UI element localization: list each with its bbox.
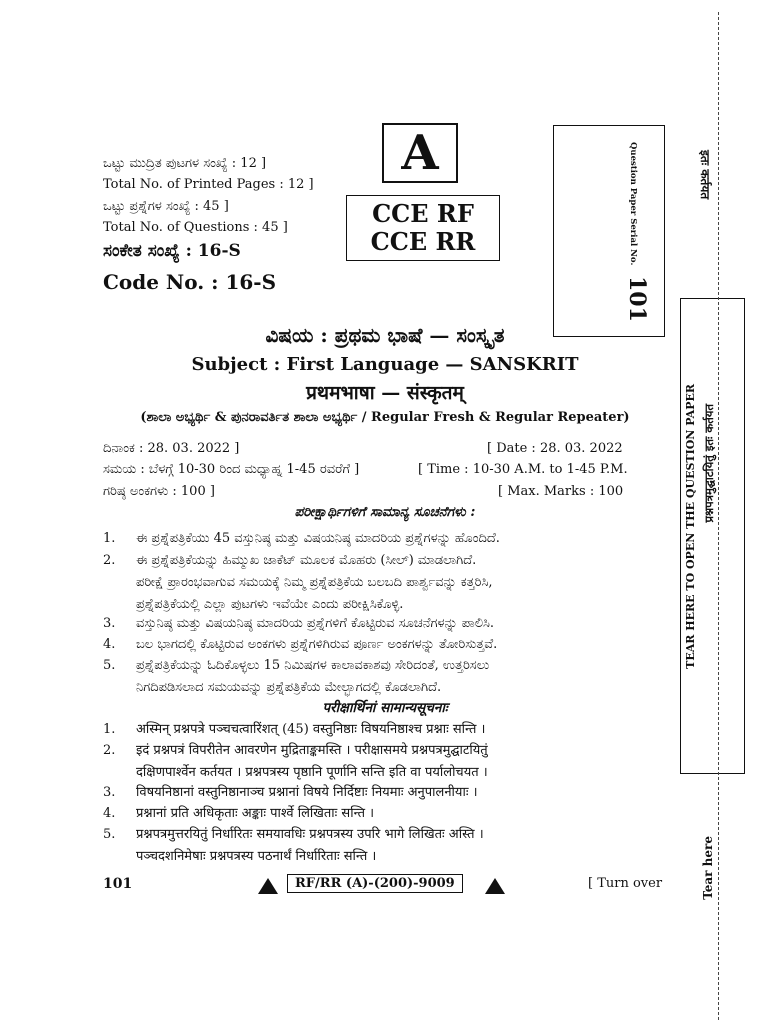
instructions-title-kannada: ಪರೀಕ್ಷಾರ್ಥಿಗಳಿಗೆ ಸಾಮಾನ್ಯ ಸೂಚನೆಗಳು : [294, 504, 476, 520]
date-english: [ Date : 28. 03. 2022 [487, 441, 623, 456]
serial-number-value: 101 [624, 276, 650, 322]
instruction-number: 2. [103, 743, 116, 758]
instruction-number: 3. [103, 785, 116, 800]
footer-page-code: 101 [103, 876, 133, 892]
instruction-item [103, 740, 633, 784]
instruction-number: 2. [103, 553, 116, 568]
instruction-text: विषयनिष्ठानां वस्तुनिष्ठानाञ्च प्रश्नानां विषये निर्दिष्टाः नियमाः अनुपालनीयाः । [136, 785, 478, 800]
instruction-item [103, 550, 633, 616]
instruction-text: ಪ್ರಶ್ನೆಪತ್ರಿಕೆಯನ್ನು ಓದಿಕೊಳ್ಳಲು 15 ನಿಮಿಷಗಳ ಕಾಲಾವಕಾಶವು ಸೇರಿದಂತೆ, ಉತ್ತರಿಸಲು ನಿಗದಿಪಡಿಸಲಾದ ಸಮಯವನ್ನು ಪ್ರಶ್ನೆಪತ್ರಿಕೆಯ ಮೇಲ್ಭಾಗದಲ್ಲಿ ಕೊಡಲಾಗಿದೆ. [136, 658, 490, 695]
instruction-text: इदं प्रश्नपत्रं विपरीतेन आवरणेन मुद्रिताङ्कमस्ति । परीक्षासमये प्रश्नपत्रमुद्घाटयितुं दक्षिणपार्श्वेन कर्तयत । प्रश्नपत्रस्य पृष्ठानि पूर्णानि सन्ति इति वा पर्यालोचयत । [136, 743, 488, 780]
instruction-item [103, 655, 633, 699]
tear-instruction-box [680, 298, 745, 774]
perforation-line[interactable] [718, 12, 719, 1020]
instruction-text: प्रश्नानां प्रति अधिकृताः अङ्काः पार्श्वे लिखिताः सन्ति । [136, 806, 375, 821]
time-english: [ Time : 10-30 A.M. to 1-45 P.M. [418, 462, 628, 477]
instruction-item [103, 824, 633, 868]
cut-here-label: इतः कर्तयत [698, 150, 712, 200]
instruction-number: 5. [103, 827, 116, 842]
footer-reference-code: RF/RR (A)-(200)-9009 [287, 874, 463, 893]
instruction-item [103, 613, 633, 635]
subject-english: Subject : First Language — SANSKRIT [191, 354, 579, 375]
date-kannada: ದಿನಾಂಕ : 28. 03. 2022 ] [103, 441, 240, 456]
turn-over-label: [ Turn over [588, 876, 663, 891]
serial-number-box [553, 125, 665, 337]
printed-pages-kannada: ಒಟ್ಟು ಮುದ್ರಿತ ಪುಟಗಳ ಸಂಖ್ಯೆ : 12 ] [103, 156, 267, 171]
instruction-number: 4. [103, 806, 116, 821]
time-kannada: ಸಮಯ : ಬೆಳಗ್ಗೆ 10-30 ರಿಂದ ಮಧ್ಯಾಹ್ನ 1-45 ರವರೆಗೆ ] [103, 462, 360, 477]
instruction-item [103, 719, 633, 741]
subject-kannada: ವಿಷಯ : ಪ್ರಥಮ ಭಾಷೆ — ಸಂಸ್ಕೃತ [265, 323, 505, 347]
cce-line-2: CCE RR [370, 227, 476, 256]
instruction-text: ವಸ್ತುನಿಷ್ಠ ಮತ್ತು ವಿಷಯನಿಷ್ಠ ಮಾದರಿಯ ಪ್ರಶ್ನೆಗಳಿಗೆ ಕೊಟ್ಟಿರುವ ಸೂಚನೆಗಳನ್ನು ಪಾಲಿಸಿ. [136, 616, 495, 631]
instruction-number: 5. [103, 658, 116, 673]
triangle-marker-icon [485, 878, 505, 894]
questions-count-english: Total No. of Questions : 45 ] [103, 220, 288, 235]
instruction-item [103, 782, 633, 804]
instruction-number: 3. [103, 616, 116, 631]
code-number-english: Code No. : 16-S [103, 270, 277, 294]
cce-line-1: CCE RF [372, 199, 474, 228]
questions-count-kannada: ಒಟ್ಟು ಪ್ರಶ್ನೆಗಳ ಸಂಖ್ಯೆ : 45 ] [103, 199, 229, 214]
instruction-number: 4. [103, 637, 116, 652]
instruction-text: ಈ ಪ್ರಶ್ನೆಪತ್ರಿಕೆಯನ್ನು ಹಿಮ್ಮುಖ ಜಾಕೆಟ್ ಮೂಲಕ ಮೊಹರು (ಸೀಲ್) ಮಾಡಲಾಗಿದೆ. ಪರೀಕ್ಷೆ ಪ್ರಾರಂಭವಾಗುವ ಸಮಯಕ್ಕೆ ನಿಮ್ಮ ಪ್ರಶ್ನೆಪತ್ರಿಕೆಯ ಬಲಬದಿ ಪಾರ್ಶ್ವವನ್ನು ಕತ್ತರಿಸಿ, ಪ್ರಶ್ನೆಪತ್ರಿಕೆಯಲ್ಲಿ ಎಲ್ಲಾ ಪುಟಗಳು ಇವೆಯೇ ಎಂದು ಪರೀಕ್ಷಿಸಿಕೊಳ್ಳಿ. [136, 553, 493, 612]
instruction-item [103, 803, 633, 825]
tear-instruction-sanskrit: प्रश्नपत्रमुद्घाटयितुं इतः कर्तयत [702, 404, 716, 523]
instruction-item [103, 528, 633, 550]
tear-instruction-english: TEAR HERE TO OPEN THE QUESTION PAPER [684, 384, 697, 669]
cce-box [346, 195, 500, 261]
instruction-number: 1. [103, 531, 116, 546]
instruction-text: ಬಲ ಭಾಗದಲ್ಲಿ ಕೊಟ್ಟಿರುವ ಅಂಕಗಳು ಪ್ರಶ್ನೆಗಳಿಗಿರುವ ಪೂರ್ಣ ಅಂಕಗಳನ್ನು ತೋರಿಸುತ್ತವೆ. [136, 637, 498, 652]
code-number-kannada: ಸಂಕೇತ ಸಂಖ್ಯೆ : 16-S [103, 241, 241, 261]
instruction-text: ಈ ಪ್ರಶ್ನೆಪತ್ರಿಕೆಯು 45 ವಸ್ತುನಿಷ್ಠ ಮತ್ತು ವಿಷಯನಿಷ್ಠ ಮಾದರಿಯ ಪ್ರಶ್ನೆಗಳನ್ನು ಹೊಂದಿದೆ. [136, 531, 500, 546]
printed-pages-english: Total No. of Printed Pages : 12 ] [103, 177, 314, 192]
instructions-title-sanskrit: परीक्षार्थिनां सामान्यसूचनाः [322, 700, 448, 716]
instruction-number: 1. [103, 722, 116, 737]
instruction-item [103, 634, 633, 656]
tear-here-label: Tear here [701, 836, 715, 900]
subject-sanskrit: प्रथमभाषा — संस्कृतम् [306, 382, 464, 404]
max-marks-english: [ Max. Marks : 100 [498, 484, 624, 499]
max-marks-kannada: ಗರಿಷ್ಠ ಅಂಕಗಳು : 100 ] [103, 484, 215, 499]
version-box: A [382, 123, 458, 183]
serial-number-label: Question Paper Serial No. [628, 142, 638, 266]
instruction-text: अस्मिन् प्रश्नपत्रे पञ्चचत्वारिंशत् (45) वस्तुनिष्ठाः विषयनिष्ठाश्च प्रश्नाः सन्ति । [136, 722, 486, 737]
instruction-text: प्रश्नपत्रमुत्तरयितुं निर्धारितः समयावधिः प्रश्नपत्रस्य उपरि भागे लिखितः अस्ति । पञ्चदशनिमेषाः प्रश्नपत्रस्य पठनार्थं निर्धारिताः सन्ति । [136, 827, 484, 864]
exam-type: (ಶಾಲಾ ಅಭ್ಯರ್ಥಿ & ಪುನರಾವರ್ತಿತ ಶಾಲಾ ಅಭ್ಯರ್ಥಿ / Regular Fresh & Regular Repeater) [140, 410, 630, 425]
triangle-marker-icon [258, 878, 278, 894]
